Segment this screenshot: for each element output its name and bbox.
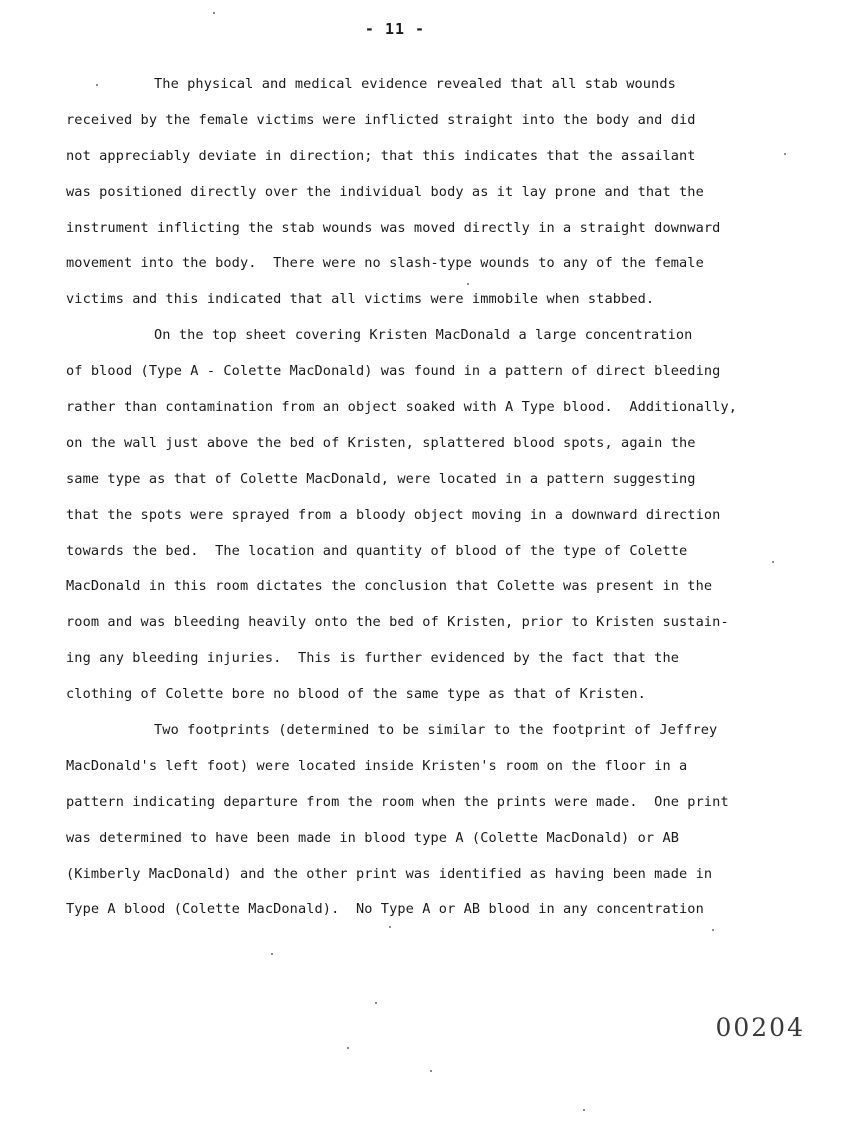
paragraph-3-line: pattern indicating departure from the room when the prints were made. One print bbox=[66, 793, 729, 810]
scan-speck bbox=[375, 1002, 377, 1004]
paragraph-2-line: same type as that of Colette MacDonald, were located in a pattern suggesting bbox=[66, 470, 696, 487]
paragraph-1-line: received by the female victims were inflicted straight into the body and did bbox=[66, 111, 696, 128]
scan-speck bbox=[772, 561, 774, 563]
page-number: - 11 - bbox=[364, 20, 426, 38]
paragraph-2-line: on the wall just above the bed of Kristen, splattered blood spots, again the bbox=[66, 434, 696, 451]
scan-speck bbox=[347, 1047, 349, 1049]
scan-speck bbox=[712, 929, 714, 931]
paragraph-2-line: MacDonald in this room dictates the conclusion that Colette was present in the bbox=[66, 578, 713, 595]
body-text bbox=[66, 73, 791, 934]
scan-speck bbox=[271, 953, 273, 955]
paragraph-1-line: was positioned directly over the individual body as it lay prone and that the bbox=[66, 183, 704, 200]
paragraph-3-line: Two footprints (determined to be similar to the footprint of Jeffrey bbox=[154, 722, 718, 739]
paragraph-2-line: rather than contamination from an object soaked with A Type blood. Additionally, bbox=[66, 399, 738, 416]
scan-speck bbox=[213, 12, 215, 14]
paragraph-3-line: MacDonald's left foot) were located inside Kristen's room on the floor in a bbox=[66, 757, 688, 774]
paragraph-3-line: was determined to have been made in blood type A (Colette MacDonald) or AB bbox=[66, 829, 680, 846]
paragraph-2-line: towards the bed. The location and quantity of blood of the type of Colette bbox=[66, 542, 688, 559]
paragraph-2-line: On the top sheet covering Kristen MacDonald a large concentration bbox=[154, 327, 693, 344]
bates-number: 00204 bbox=[715, 1013, 805, 1042]
paragraph-2-line: that the spots were sprayed from a bloody object moving in a downward direction bbox=[66, 506, 721, 523]
scan-speck bbox=[96, 84, 98, 86]
scan-speck bbox=[583, 1109, 585, 1111]
paragraph-2-line: room and was bleeding heavily onto the bed of Kristen, prior to Kristen sustain- bbox=[66, 614, 729, 631]
scan-speck bbox=[467, 283, 469, 285]
paragraph-3-line: Type A blood (Colette MacDonald). No Type A or AB blood in any concentration bbox=[66, 901, 704, 918]
scan-speck bbox=[389, 926, 391, 928]
paragraph-2-line: clothing of Colette bore no blood of the same type as that of Kristen. bbox=[66, 686, 646, 703]
scan-speck bbox=[784, 153, 786, 155]
paragraph-3-line: (Kimberly MacDonald) and the other print was identified as having been made in bbox=[66, 865, 713, 882]
scan-speck bbox=[430, 1070, 432, 1072]
paragraph-1-line: victims and this indicated that all victims were immobile when stabbed. bbox=[66, 291, 655, 308]
paragraph-1-line: not appreciably deviate in direction; that this indicates that the assailant bbox=[66, 147, 696, 164]
paragraph-1-line: movement into the body. There were no slash-type wounds to any of the female bbox=[66, 255, 704, 272]
paragraph-1-line: The physical and medical evidence revealed that all stab wounds bbox=[154, 76, 676, 92]
paragraph-2-line: of blood (Type A - Colette MacDonald) was found in a pattern of direct bleeding bbox=[66, 363, 721, 380]
paragraph-2-line: ing any bleeding injuries. This is further evidenced by the fact that the bbox=[66, 650, 680, 667]
paragraph-1-line: instrument inflicting the stab wounds was moved directly in a straight downward bbox=[66, 219, 721, 236]
